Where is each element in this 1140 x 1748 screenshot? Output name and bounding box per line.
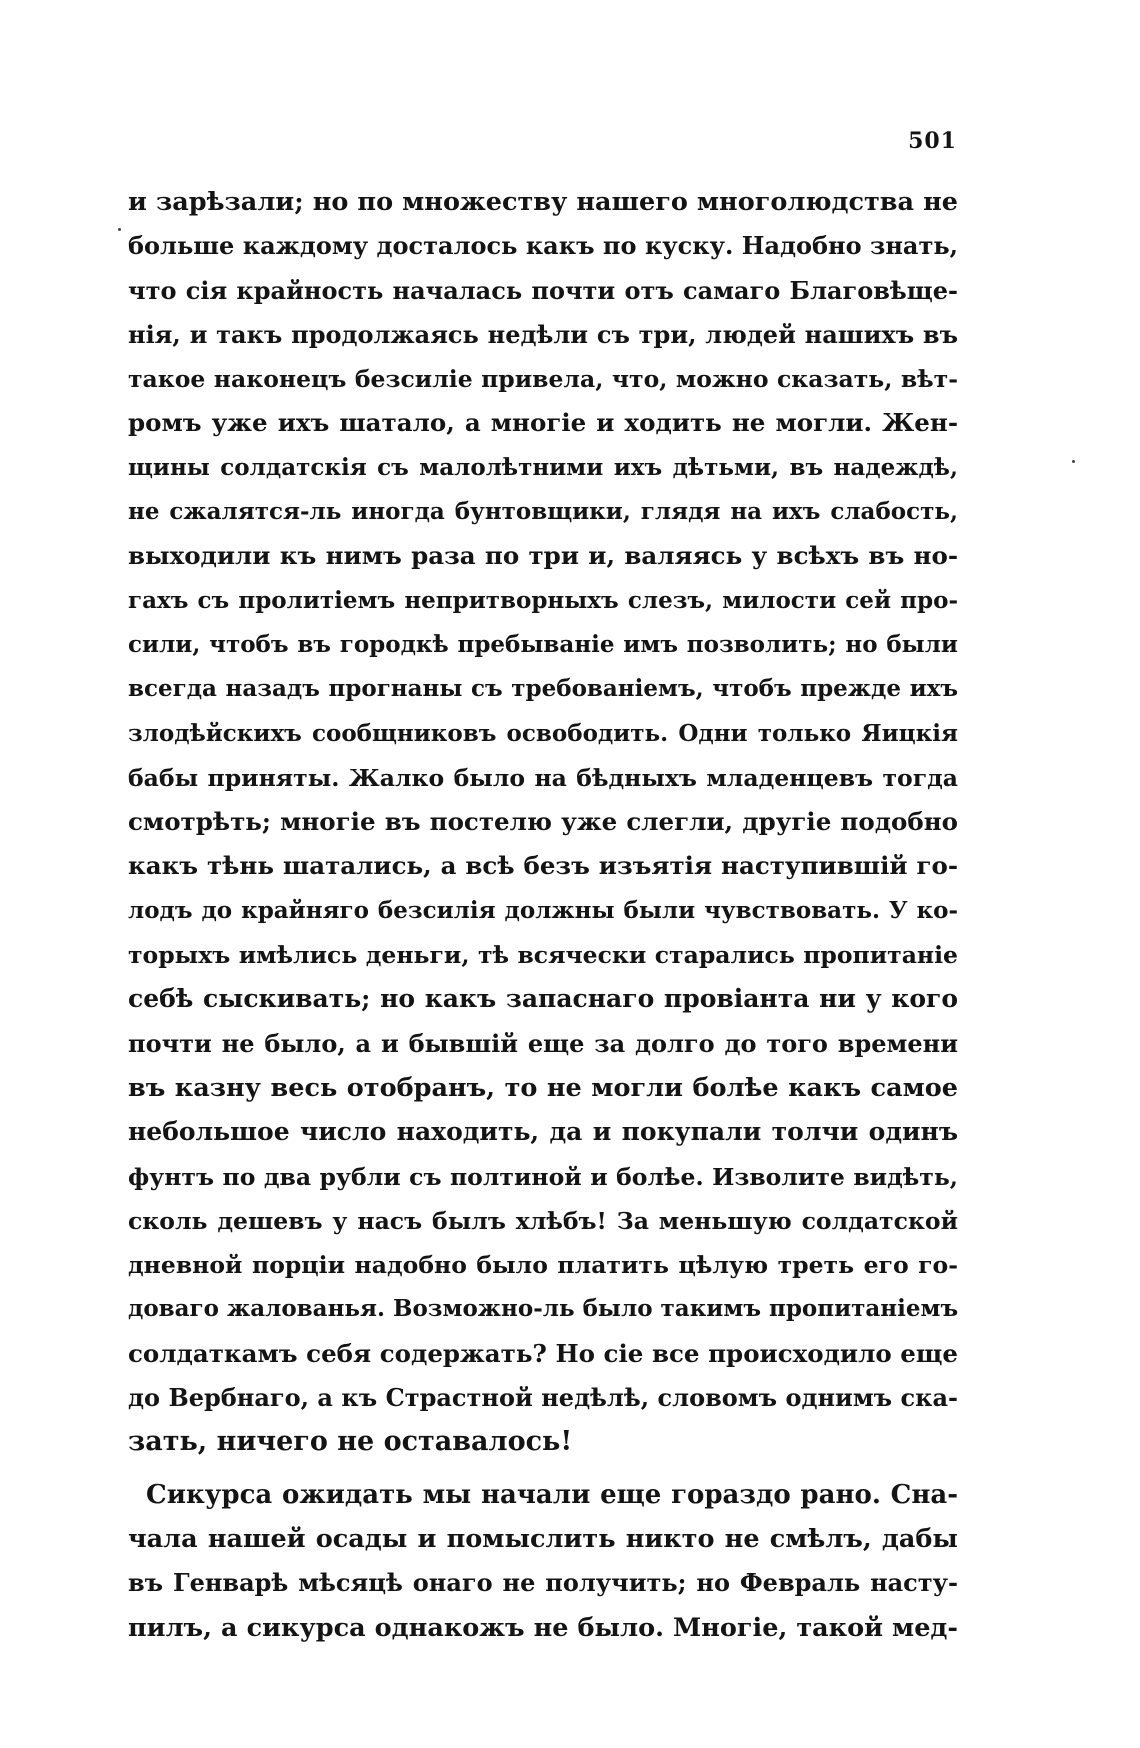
paragraph-1	[128, 180, 958, 1465]
text-line: бабы приняты. Жалко было на бѣдныхъ младенцевъ тогда	[128, 763, 958, 792]
text-line: солдаткамъ себя содержать? Но сіе все происходило еще	[128, 1338, 958, 1368]
paragraph-2	[128, 1473, 958, 1650]
text-line: себѣ сыскивать; но какъ запаснаго провіанта ни у кого	[128, 984, 958, 1014]
text-line: и зарѣзали; но по множеству нашего многолюдства не	[128, 187, 958, 217]
text-line: лодъ до крайняго безсилія должны были чувствовать. У ко-	[128, 896, 958, 924]
text-line: злодѣйскихъ сообщниковъ освободить. Одни только Яицкія	[128, 719, 958, 747]
text-line: сили, чтобъ въ городкѣ пребываніе имъ позволить; но были	[128, 630, 958, 658]
text-line: гахъ съ пролитіемъ непритворныхъ слезъ, милости сей про-	[128, 586, 958, 614]
text-line: не сжалятся-ль иногда бунтовщики, глядя на ихъ слабость,	[128, 498, 958, 526]
text-line: до Вербнаго, а къ Страстной недѣлѣ, словомъ однимъ ска-	[128, 1383, 958, 1413]
text-line: почти не было, а и бывшій еще за долго до того времени	[128, 1028, 958, 1058]
text-line: что сія крайность началась почти отъ самаго Благовѣще-	[128, 275, 958, 305]
text-line: всегда назадъ прогнаны съ требованіемъ, чтобъ прежде ихъ	[128, 675, 958, 703]
text-line: дневной порціи надобно было платить цѣлую треть его го-	[128, 1251, 958, 1280]
page-number: 501	[908, 128, 957, 154]
text-line: въ Генварѣ мѣсяцѣ онаго не получить; но Февраль насту-	[128, 1568, 958, 1598]
text-line: чала нашей осады и помыслить никто не смѣлъ, дабы	[128, 1523, 958, 1554]
text-line: небольшое число находить, да и покупали толчи одинъ	[128, 1117, 958, 1147]
text-line: нія, и такъ продолжаясь недѣли съ три, людей нашихъ въ	[128, 319, 958, 349]
text-line: зать, ничего не оставалось!	[128, 1426, 573, 1458]
text-line: выходили къ нимъ раза по три и, валяясь у всѣхъ въ но-	[128, 541, 958, 571]
text-line: Сикурса ожидать мы начали еще гораздо рано. Сна-	[146, 1479, 958, 1510]
body-text	[128, 180, 958, 1650]
text-line: щины солдатскія съ малолѣтними ихъ дѣтьми, въ надеждѣ,	[128, 453, 958, 481]
print-speck	[1072, 460, 1075, 463]
text-line: больше каждому досталось какъ по куску. Надобно знать,	[128, 231, 958, 261]
text-line: торыхъ имѣлись деньги, тѣ всячески старались пропитаніе	[128, 941, 958, 970]
text-line: въ казну весь отобранъ, то не могли болѣе какъ самое	[128, 1072, 958, 1103]
paragraph-gap	[128, 1465, 958, 1473]
text-line: смотрѣть; многіе въ постелю уже слегли, другіе подобно	[128, 807, 958, 837]
text-line: какъ тѣнь шатались, а всѣ безъ изъятія наступившій го-	[128, 851, 958, 881]
print-speck	[118, 228, 121, 231]
text-line: такое наконецъ безсиліе привела, что, можно сказать, вѣт-	[128, 365, 958, 394]
text-line: ромъ уже ихъ шатало, а многіе и ходить не могли. Жен-	[128, 408, 958, 438]
text-line: доваго жалованья. Возможно-ль было такимъ пропитаніемъ	[128, 1295, 958, 1323]
text-line: сколь дешевъ у насъ былъ хлѣбъ! За меньшую солдатской	[128, 1206, 958, 1235]
text-line: пилъ, а сикурса однакожъ не было. Многіе, такой мед-	[128, 1612, 958, 1643]
text-line: фунтъ по два рубли съ полтиной и болѣе. Изволите видѣть,	[128, 1162, 958, 1191]
